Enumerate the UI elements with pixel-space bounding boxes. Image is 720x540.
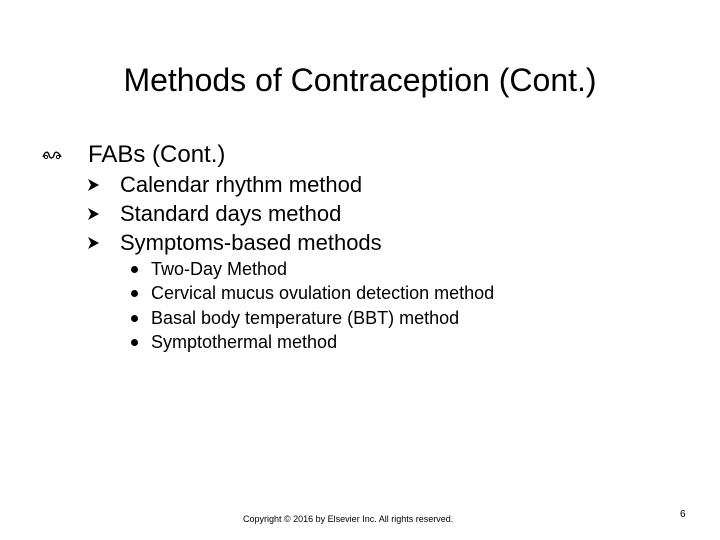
list-item-label: Symptothermal method (151, 332, 338, 353)
list-item-label: Symptoms-based methods (120, 229, 382, 255)
list-item-label: Standard days method (120, 200, 342, 226)
arrow-bullet-icon (86, 178, 120, 192)
page-number: 6 (680, 509, 686, 520)
list-item (131, 331, 494, 356)
decorative-swirl-icon (42, 149, 88, 161)
main-bullet-label: FABs (Cont.) (88, 141, 226, 168)
dot-bullet-icon (131, 290, 151, 297)
list-item-label: Basal body temperature (BBT) method (151, 307, 460, 328)
dot-bullet-icon (131, 339, 151, 346)
main-bullet (42, 138, 225, 172)
list-item (86, 199, 382, 228)
sub-bullet-list (86, 170, 382, 257)
footer-copyright: Copyright © 2016 by Elsevier Inc. All rights reserved. (243, 514, 454, 524)
arrow-bullet-icon (86, 207, 120, 221)
arrow-bullet-icon (86, 236, 120, 250)
dot-bullet-icon (131, 315, 151, 322)
list-item (86, 170, 382, 199)
list-item-label: Two-Day Method (151, 258, 288, 279)
list-item-label: Calendar rhythm method (120, 171, 363, 197)
list-item (86, 228, 382, 257)
slide-title: Methods of Contraception (Cont.) (123, 62, 597, 98)
list-item-label: Cervical mucus ovulation detection method (151, 283, 495, 304)
list-item (131, 282, 494, 307)
list-item (131, 306, 494, 331)
dot-bullet-icon (131, 266, 151, 273)
nested-bullet-list (131, 257, 494, 355)
list-item (131, 257, 494, 282)
